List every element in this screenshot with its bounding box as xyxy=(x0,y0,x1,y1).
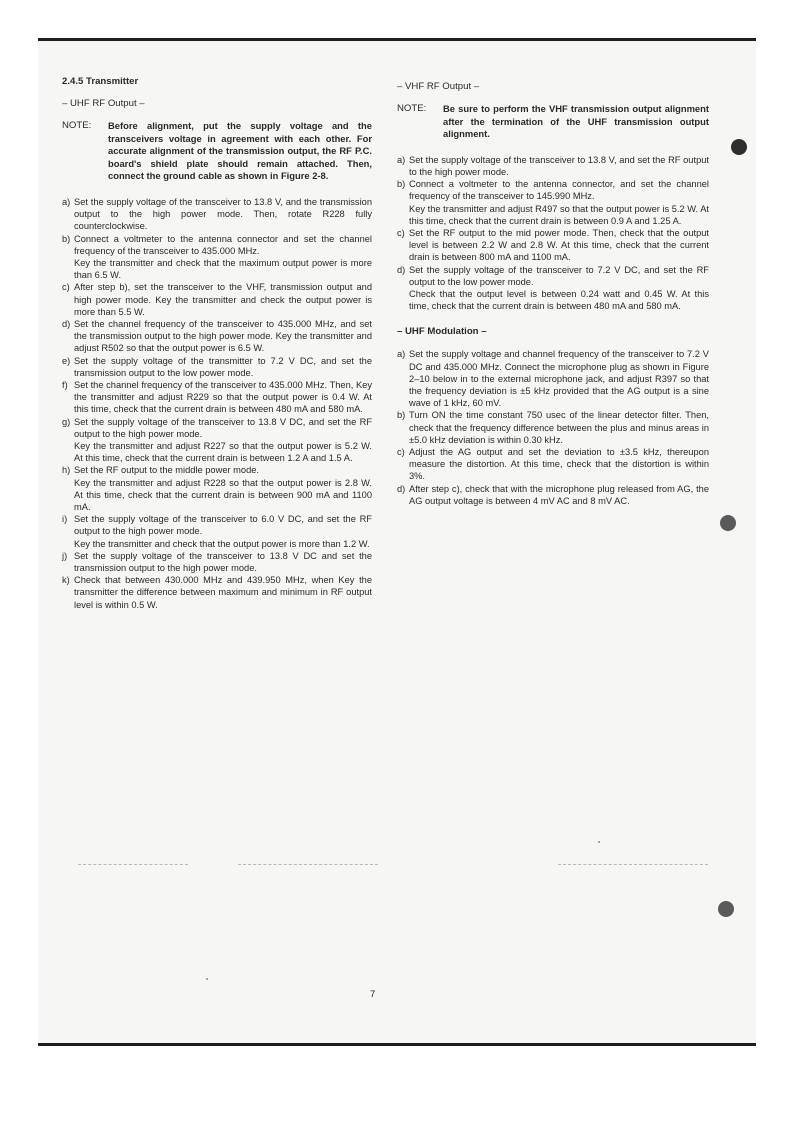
step-item xyxy=(397,178,709,227)
step-line: Check that between 430.000 MHz and 439.950 MHz, when Key the transmitter the difference between maximum and minimum in RF output level is within 0.5 W. xyxy=(74,575,372,610)
note-text: Before alignment, put the supply voltage and the transceivers voltage in agreement with each other. For accurate alignment of the transmission output, the RF P.C. board's shield plate should remain attached. Then, connect the ground cable as shown in Figure 2-8. xyxy=(108,120,372,182)
step-line: Key the transmitter and check that the output power is more than 1.2 W. xyxy=(74,538,370,549)
step-line: Key the transmitter and adjust R227 so that the output power is 5.2 W. At this time, check that the current drain is between 1.2 A and 1.5 A. xyxy=(74,441,372,464)
step-line: Turn ON the time constant 750 usec of the linear detector filter. Then, check that the frequency difference between the plus and minus areas in ±5.0 kHz deviation is within 0.30 kHz. xyxy=(409,410,709,445)
step-text xyxy=(409,154,709,178)
step-marker: h) xyxy=(62,465,71,476)
step-item xyxy=(397,348,709,409)
step-item xyxy=(397,409,709,446)
step-line: Key the transmitter and adjust R228 so that the output power is 2.8 W. At this time, check that the current drain is between 900 mA and 1100 mA. xyxy=(74,477,372,513)
step-text xyxy=(74,318,372,355)
uhf-modulation-steps xyxy=(397,348,709,507)
step-text xyxy=(74,416,372,465)
step-line: Key the transmitter and check that the maximum output power is more than 6.5 W. xyxy=(74,257,372,281)
step-item xyxy=(62,464,372,513)
step-line: Set the RF output to the middle power mode. xyxy=(74,465,260,476)
note-label: NOTE: xyxy=(397,103,427,114)
uhf-rf-output-heading: – UHF RF Output – xyxy=(62,98,145,109)
uhf-modulation-heading: – UHF Modulation – xyxy=(397,326,487,338)
step-marker: b) xyxy=(397,410,406,421)
step-marker: e) xyxy=(62,355,71,366)
vhf-note xyxy=(397,103,709,141)
step-text xyxy=(74,196,372,233)
scan-speck xyxy=(598,841,600,843)
uhf-rf-output-steps xyxy=(62,196,372,611)
step-item xyxy=(62,355,372,379)
step-line: Adjust the AG output and set the deviation to ±3.5 kHz, thereupon measure the distortion. At this time, check that the distortion is within 3%. xyxy=(409,447,709,482)
step-marker: b) xyxy=(397,179,406,190)
step-marker: d) xyxy=(397,264,406,275)
step-text xyxy=(409,446,709,483)
step-text xyxy=(409,409,709,446)
step-text xyxy=(74,574,372,611)
faint-dash-line xyxy=(238,864,378,865)
step-marker: g) xyxy=(62,416,71,427)
step-line: Set the channel frequency of the transceiver to 435.000 MHz. Then, Key the transmitter and adjust R229 so that the output power is 0.4 W. At this time, check that the current drain is between 480 mA and 580 mA. xyxy=(74,380,372,415)
step-item xyxy=(397,446,709,483)
scan-speck xyxy=(206,978,208,980)
step-line: Set the supply voltage of the transceiver to 13.8 V DC, and set the RF output to the high power mode. xyxy=(74,416,372,439)
step-line: Set the supply voltage of the transmitter to 7.2 V DC, and set the transmission output to the low power mode. xyxy=(74,355,372,378)
step-marker: d) xyxy=(397,483,406,494)
step-marker: a) xyxy=(397,154,406,165)
step-line: Set the supply voltage of the transceiver to 13.8 V, and set the RF output to the high power mode. xyxy=(409,154,709,177)
step-text xyxy=(74,379,372,416)
section-title: 2.4.5 Transmitter xyxy=(62,76,139,87)
step-text xyxy=(74,513,372,550)
uhf-note xyxy=(62,120,372,183)
step-item xyxy=(62,550,372,574)
step-item xyxy=(62,196,372,233)
step-marker: a) xyxy=(62,196,71,207)
step-item xyxy=(62,233,372,282)
step-item xyxy=(397,264,709,313)
punch-hole-mark xyxy=(720,515,736,531)
step-line: Check that the output level is between 0.24 watt and 0.45 W. At this time, check that the current drain is between 480 mA and 580 mA. xyxy=(409,289,709,312)
step-line: After step b), set the transceiver to the VHF, transmission output and high power mode. Key the transmitter and check the output power is more than 5.5 W. xyxy=(74,282,372,317)
faint-dash-line xyxy=(78,864,188,865)
step-item xyxy=(397,483,709,507)
step-marker: a) xyxy=(397,349,406,360)
vhf-rf-output-heading: – VHF RF Output – xyxy=(397,81,480,92)
step-text xyxy=(74,550,372,574)
step-line: Set the supply voltage of the transceiver to 13.8 V DC and set the transmission output to the high power mode. xyxy=(74,550,372,574)
document-page xyxy=(38,38,756,1046)
step-item xyxy=(397,227,709,264)
step-text xyxy=(74,464,372,513)
vhf-rf-output-steps xyxy=(397,154,709,313)
step-item xyxy=(62,318,372,355)
faint-dash-line xyxy=(558,864,708,865)
step-item xyxy=(397,154,709,178)
step-marker: i) xyxy=(62,514,68,525)
step-text xyxy=(409,348,709,409)
step-text xyxy=(409,264,709,313)
step-marker: k) xyxy=(62,575,70,586)
step-item xyxy=(62,513,372,550)
step-text xyxy=(409,227,709,264)
step-item xyxy=(62,379,372,416)
step-item xyxy=(62,416,372,465)
step-marker: c) xyxy=(397,228,405,238)
step-text xyxy=(409,178,709,227)
step-line: Connect a voltmeter to the antenna connector and set the channel frequency of the transceiver to 435.000 MHz. xyxy=(74,233,372,256)
step-marker: c) xyxy=(397,447,405,458)
note-label: NOTE: xyxy=(62,120,92,131)
step-item xyxy=(62,281,372,318)
step-line: Set the RF output to the mid power mode. Then, check that the output level is between 2.2 W and 2.8 W. At this time, check that the current drain is between 800 mA and 1100 mA. xyxy=(409,228,709,263)
step-text xyxy=(74,233,372,282)
step-marker: d) xyxy=(62,319,71,329)
step-line: Set the channel frequency of the transceiver to 435.000 MHz, and set the transmission output to the high power mode. Key the transmitter and adjust R502 so that the output power is 6.5 W. xyxy=(74,319,372,354)
step-marker: j) xyxy=(62,550,68,561)
step-marker: c) xyxy=(62,282,70,293)
note-text: Be sure to perform the VHF transmission output alignment after the termination of the UHF transmission output alignment. xyxy=(443,103,709,140)
step-text xyxy=(74,281,372,318)
step-line: Connect a voltmeter to the antenna connector, and set the channel frequency of the transceiver to 145.990 MHz. xyxy=(409,179,709,202)
step-line: Set the supply voltage and channel frequency of the transceiver to 7.2 V DC and 435.000 MHz. Connect the microphone plug as shown in Figure 2–10 below in to the external microphone jack, and adjust R397 so that the frequency deviation is ±5 kHz provided that the AG output is a sine wave of 1 kHz, 60 mV. xyxy=(409,349,709,409)
step-line: Set the supply voltage of the transceiver to 13.8 V, and the transmission output to the high power mode. Then, rotate R228 fully counterclockwise. xyxy=(74,196,372,232)
page-number: 7 xyxy=(370,989,376,1000)
step-line: Set the supply voltage of the transceiver to 6.0 V DC, and set the RF output to the high power mode. xyxy=(74,514,372,537)
step-marker: b) xyxy=(62,233,71,244)
punch-hole-mark xyxy=(731,139,747,155)
step-item xyxy=(62,574,372,611)
step-line: Set the supply voltage of the transceiver to 7.2 V DC, and set the RF output to the low power mode. xyxy=(409,264,709,287)
step-line: Key the transmitter and adjust R497 so that the output power is 5.2 W. At this time, check that the current drain is between 0.9 A and 1.25 A. xyxy=(409,203,709,226)
right-column xyxy=(397,81,709,507)
punch-hole-mark xyxy=(718,901,734,917)
step-text xyxy=(74,355,372,379)
step-text xyxy=(409,483,709,507)
step-marker: f) xyxy=(62,380,68,391)
left-column xyxy=(62,76,372,611)
step-line: After step c), check that with the microphone plug released from AG, the AG output voltage is between 4 mV AC and 8 mV AC. xyxy=(409,483,709,506)
